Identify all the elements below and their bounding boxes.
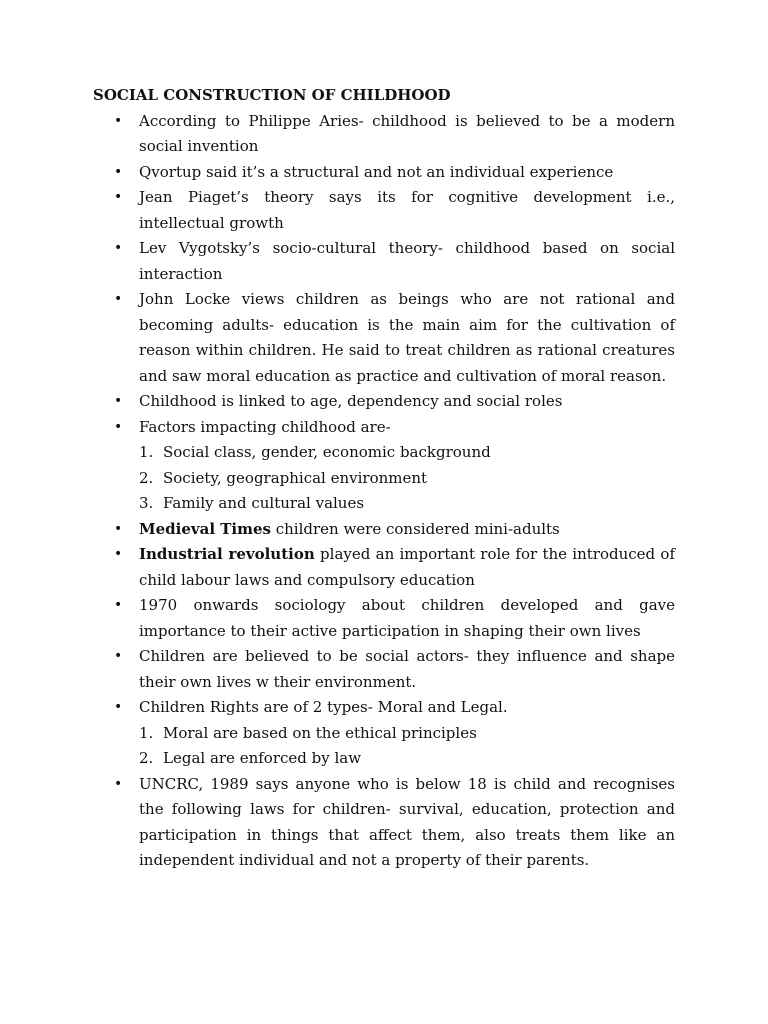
bullet-list (93, 772, 675, 874)
list-item (93, 517, 675, 543)
list-item (93, 389, 675, 415)
item-number: 1. (139, 723, 154, 742)
numbered-item (93, 721, 675, 747)
numbered-item (93, 440, 675, 466)
item-number: 2. (139, 749, 154, 767)
item-text: Children Rights are of 2 types- Moral and Legal. (139, 698, 508, 716)
bullet-icon: • (114, 546, 123, 562)
rights-list (93, 721, 675, 772)
list-item (93, 185, 675, 236)
numbered-item (93, 466, 675, 492)
item-text: Factors impacting childhood are- (139, 417, 391, 436)
item-text: Legal are enforced by law (163, 749, 362, 767)
bullet-icon: • (114, 520, 123, 537)
bullet-icon: • (114, 240, 123, 256)
factors-list (93, 440, 675, 517)
bullet-icon: • (114, 112, 123, 129)
bullet-icon: • (114, 597, 123, 613)
list-item (93, 593, 675, 644)
document-title: SOCIAL CONSTRUCTION OF CHILDHOOD (93, 86, 451, 104)
item-text: Social class, gender, economic background (163, 443, 491, 461)
item-text: Jean Piaget’s theory says its for cognitive development i.e., intellectual growth (139, 188, 675, 232)
list-item (93, 160, 675, 186)
item-bold-text: Industrial revolution (139, 545, 315, 563)
bullet-icon: • (114, 189, 123, 205)
item-text: Childhood is linked to age, dependency and social roles (139, 392, 563, 410)
list-item (93, 542, 675, 593)
bullet-icon: • (114, 699, 123, 715)
item-text: Moral are based on the ethical principles (163, 723, 477, 742)
item-text: 1970 onwards sociology about children developed and gave importance to their active participation in shaping their own lives (139, 596, 675, 640)
item-text: Society, geographical environment (163, 468, 428, 487)
bullet-icon: • (114, 291, 123, 307)
numbered-item (93, 491, 675, 517)
item-text: According to Philippe Aries- childhood is believed to be a modern social invention (139, 111, 675, 155)
list-item (93, 287, 675, 389)
document-page (93, 83, 675, 874)
list-item (93, 644, 675, 695)
numbered-item (93, 746, 675, 772)
bullet-icon: • (114, 648, 123, 664)
item-bold-text: Medieval Times (139, 519, 271, 538)
item-text: played an important role for the introduced of child labour laws and compulsory education (139, 545, 675, 589)
item-text: UNCRC, 1989 says anyone who is below 18 is child and recognises the following laws for children- survival, education, protection and participation in things that affect them, also treats them like an independent individual and not a property of their parents. (139, 774, 675, 869)
list-item (93, 415, 675, 441)
bullet-icon: • (114, 775, 123, 792)
item-text: Children are believed to be social actors- they influence and shape their own lives w their environment. (139, 647, 675, 691)
item-text: John Locke views children as beings who are not rational and becoming adults- education is the main aim for the cultivation of reason within children. He said to treat children as rational creatures and saw moral education as practice and cultivation of moral reason. (139, 290, 675, 385)
bullet-icon: • (114, 163, 123, 180)
item-text: Lev Vygotsky’s socio-cultural theory- childhood based on social interaction (139, 239, 675, 283)
item-number: 2. (139, 468, 154, 487)
list-item (93, 772, 675, 874)
bullet-list (93, 109, 675, 441)
item-text: children were considered mini-adults (270, 519, 560, 538)
item-text: Qvortup said it’s a structural and not an individual experience (139, 162, 614, 181)
bullet-icon: • (114, 418, 123, 435)
bullet-list (93, 517, 675, 721)
item-number: 3. (139, 494, 154, 512)
bullet-icon: • (114, 393, 123, 409)
list-item (93, 236, 675, 287)
item-number: 1. (139, 443, 154, 461)
list-item (93, 109, 675, 160)
item-text: Family and cultural values (163, 494, 365, 512)
list-item (93, 695, 675, 721)
